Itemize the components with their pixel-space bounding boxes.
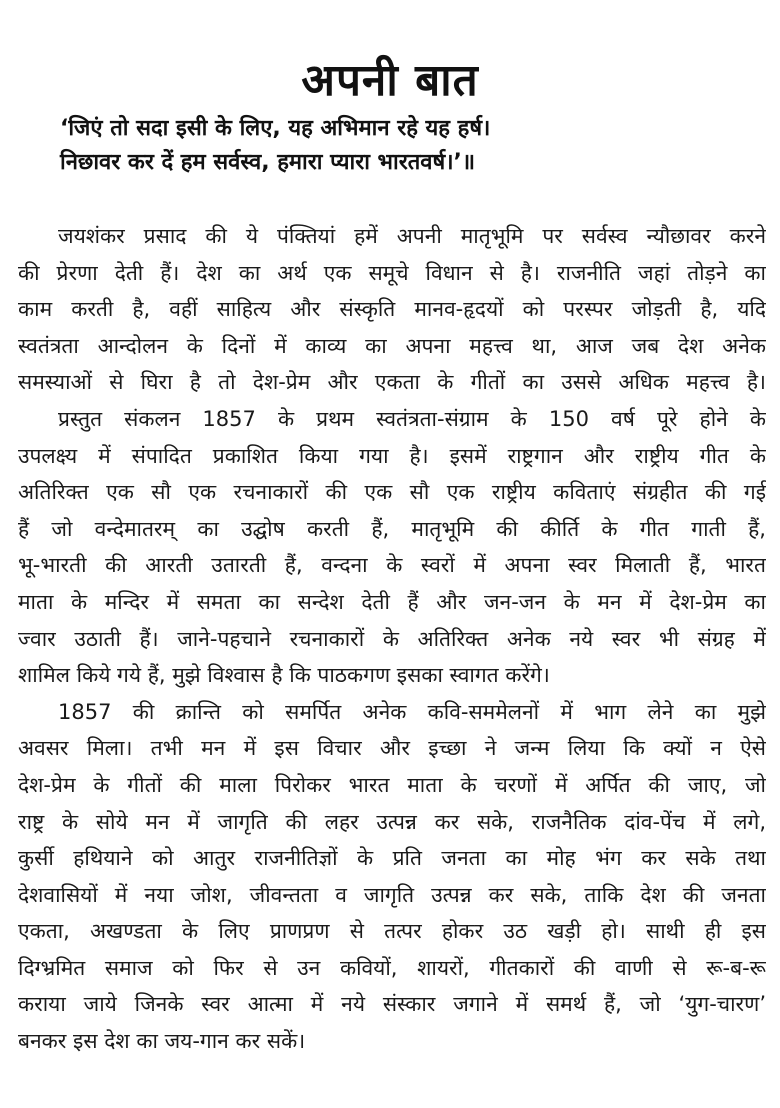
paragraph-3-line: एकता, अखण्डता के लिए प्राणप्रण से तत्पर होकर उठ खड़ी हो। साथी ही इस <box>18 919 766 944</box>
body-text <box>18 218 766 1060</box>
epigraph-line: निछावर कर दें हम सर्वस्व, हमारा प्यारा भारतवर्ष।’॥ <box>60 150 476 175</box>
paragraph-3-line: कराया जाये जिनके स्वर आत्मा में नये संस्कार जगाने में समर्थ हैं, जो ‘युग-चारण’ <box>18 992 766 1017</box>
paragraph-3-line: कुर्सी हथियाने को आतुर राजनीतिज्ञों के प्रति जनता का मोह भंग कर सके तथा <box>18 846 766 871</box>
paragraph-1-line: समस्याओं से घिरा है तो देश-प्रेम और एकता के गीतों का उससे अधिक महत्त्व है। <box>18 370 766 395</box>
paragraph-3-line: देश-प्रेम के गीतों की माला पिरोकर भारत माता के चरणों में अर्पित की जाए, जो <box>18 772 766 797</box>
paragraph-1-line: स्वतंत्रता आन्दोलन के दिनों में काव्य का अपना महत्त्व था, आज जब देश अनेक <box>18 333 766 358</box>
page-title: अपनी बात <box>301 55 479 107</box>
paragraph-2-line: प्रस्तुत संकलन 1857 के प्रथम स्वतंत्रता-संग्राम के 150 वर्ष पूरे होने के <box>58 406 766 431</box>
paragraph-3-line: 1857 की क्रान्ति को समर्पित अनेक कवि-सममेलनों में भाग लेने का मुझे <box>58 699 766 724</box>
paragraph-2-line: ज्वार उठाती हैं। जाने-पहचाने रचनाकारों के अतिरिक्त अनेक नये स्वर भी संग्रह में <box>18 626 766 651</box>
paragraph-3-line: अवसर मिला। तभी मन में इस विचार और इच्छा ने जन्म लिया कि क्यों न ऐसे <box>18 736 766 761</box>
paragraph-1-line: जयशंकर प्रसाद की ये पंक्तियां हमें अपनी मातृभूमि पर सर्वस्व न्यौछावर करने <box>58 224 766 248</box>
paragraph-1-line: की प्रेरणा देती हैं। देश का अर्थ एक समूचे विधान से है। राजनीति जहां तोड़ने का <box>18 260 766 285</box>
paragraph-1-line: काम करती है, वहीं साहित्य और संस्कृति मानव-हृदयों को परस्पर जोड़ती है, यदि <box>18 297 766 322</box>
paragraph-3-line: देशवासियों में नया जोश, जीवन्तता व जागृति उत्पन्न कर सके, ताकि देश की जनता <box>18 882 766 907</box>
epigraph-line: ‘जिएं तो सदा इसी के लिए, यह अभिमान रहे यह हर्ष। <box>60 116 491 141</box>
paragraph-2-line: शामिल किये गये हैं, मुझे विश्वास है कि पाठकगण इसका स्वागत करेंगे। <box>18 663 550 688</box>
epigraph-poem <box>60 112 650 180</box>
paragraph-2-line: भू-भारती की आरती उतारती हैं, वन्दना के स्वरों में अपना स्वर मिलाती हैं, भारत <box>18 553 766 578</box>
paragraph-3-line: बनकर इस देश का जय-गान कर सकें। <box>18 1029 306 1054</box>
paragraph-2-line: उपलक्ष्य में संपादित प्रकाशित किया गया है। इसमें राष्ट्रगान और राष्ट्रीय गीत के <box>18 443 766 468</box>
paragraph-3-line: राष्ट्र के सोये मन में जागृति की लहर उत्पन्न कर सके, राजनैतिक दांव-पेंच में लगे, <box>18 809 766 834</box>
paragraph-2-line: माता के मन्दिर में समता का सन्देश देती हैं और जन-जन के मन में देश-प्रेम का <box>18 589 766 614</box>
paragraph-2-line: अतिरिक्त एक सौ एक रचनाकारों की एक सौ एक राष्ट्रीय कविताएं संग्रहीत की गई <box>18 480 766 505</box>
paragraph-3-line: दिग्भ्रमित समाज को फिर से उन कवियों, शायरों, गीतकारों की वाणी से रू-ब-रू <box>18 955 766 980</box>
paragraph-2-line: हैं जो वन्देमातरम् का उद्घोष करती हैं, मातृभूमि की कीर्ति के गीत गाती हैं, <box>18 516 766 541</box>
